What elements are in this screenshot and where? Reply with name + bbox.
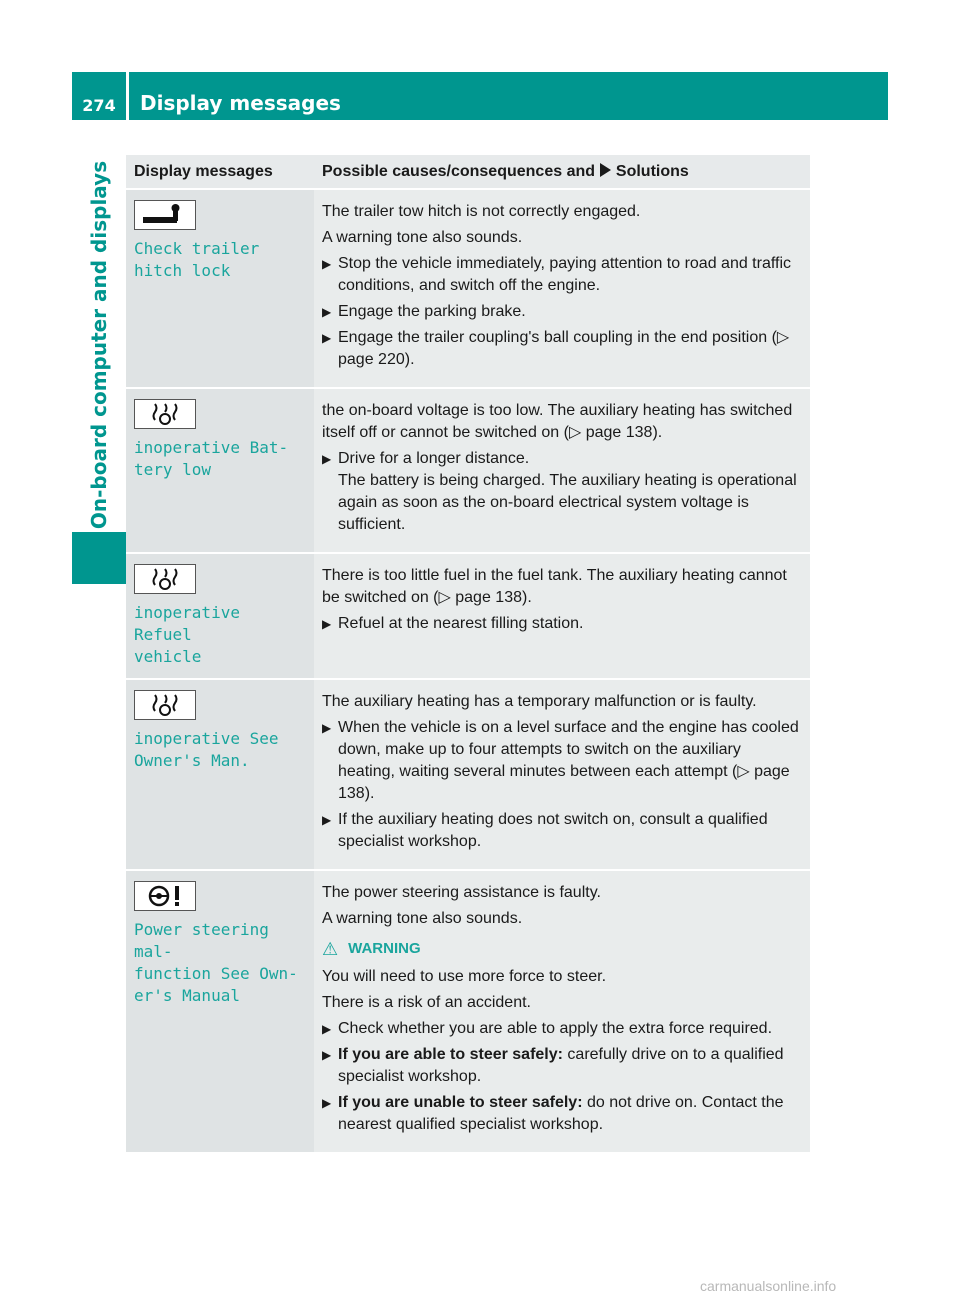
col-header-messages: Display messages [126, 155, 314, 189]
page-number: 274 [82, 96, 116, 115]
step-arrow-icon: ▶ [322, 331, 332, 345]
solution-step [322, 809, 802, 853]
step-text: Stop the vehicle immediately, paying attention to road and traffic conditions, and switch off the engine. [338, 255, 792, 294]
step-arrow-icon: ▶ [322, 721, 332, 735]
table-row [126, 870, 810, 1153]
cause-text: The auxiliary heating has a temporary malfunction or is faulty. [322, 693, 757, 710]
solution-step [322, 253, 802, 297]
message-text: inoperative Refuel vehicle [134, 603, 240, 666]
side-tab-marker [72, 532, 126, 584]
solution-step [322, 327, 802, 371]
table-row [126, 388, 810, 553]
message-text: inoperative Bat‐ tery low [134, 438, 289, 479]
play-arrow-icon [599, 163, 611, 177]
step-arrow-icon: ▶ [322, 1096, 332, 1110]
warning-label: WARNING [348, 940, 421, 957]
col-header-solutions-text: Possible causes/consequences and [322, 162, 600, 180]
message-cell [126, 870, 314, 1153]
message-cell [126, 553, 314, 679]
page-title: Display messages [140, 91, 341, 115]
warning-text: There is a risk of an accident. [322, 994, 531, 1011]
step-text: Check whether you are able to apply the extra force required. [338, 1020, 773, 1037]
header-divider [126, 72, 129, 120]
col-header-solutions-tail: Solutions [611, 162, 689, 180]
display-messages-table [126, 155, 810, 1154]
cause-text: There is too little fuel in the fuel tank. The auxiliary heating cannot be switched on (▷ page 138). [322, 567, 787, 606]
cause-text: A warning tone also sounds. [322, 910, 523, 927]
step-text: Engage the trailer coupling's ball coupling in the end position (▷ page 220). [338, 329, 790, 368]
message-cell [126, 189, 314, 388]
solution-cell [314, 189, 810, 388]
step-arrow-icon: ▶ [322, 1048, 332, 1062]
step-text: do not drive on. Contact the nearest qualified specialist workshop. [338, 1094, 784, 1133]
message-cell [126, 388, 314, 553]
cause-text: The trailer tow hitch is not correctly engaged. [322, 203, 641, 220]
footer-watermark: carmanualsonline.info [700, 1278, 837, 1294]
table-row [126, 189, 810, 388]
step-text: When the vehicle is on a level surface and the engine has cooled down, make up to four attempts to switch on the auxiliary heating, waiting several minutes between each attempt (▷ page 138). [338, 719, 799, 802]
col-header-solutions [314, 155, 810, 189]
message-text: Check trailer hitch lock [134, 239, 260, 280]
solution-step [322, 1044, 802, 1088]
warning-heading [322, 938, 802, 960]
step-text: If the auxiliary heating does not switch on, consult a qualified specialist workshop. [338, 811, 768, 850]
table-header-row [126, 155, 810, 189]
step-condition: If you are able to steer safely: [338, 1046, 563, 1063]
auxiliary-heating-icon [134, 564, 196, 594]
cause-text: A warning tone also sounds. [322, 229, 523, 246]
step-text: Engage the parking brake. [338, 303, 526, 320]
solution-step [322, 1018, 802, 1040]
solution-step [322, 717, 802, 805]
cause-text: The power steering assistance is faulty. [322, 884, 601, 901]
trailer-hitch-icon [134, 200, 196, 230]
auxiliary-heating-icon [134, 690, 196, 720]
step-condition: If you are unable to steer safely: [338, 1094, 583, 1111]
solution-step [322, 613, 802, 635]
solution-step [322, 448, 802, 536]
step-text: Drive for a longer distance. The battery is being charged. The auxiliary heating is operational again as soon as the on-board electrical system voltage is sufficient. [338, 450, 797, 533]
message-text: inoperative See Owner's Man. [134, 729, 279, 770]
solution-cell [314, 388, 810, 553]
solution-step [322, 301, 802, 323]
step-text: carefully drive on to a qualified specialist workshop. [338, 1046, 784, 1085]
message-text: Power steering mal‐ function See Own‐ er's Manual [134, 920, 298, 1005]
step-text: Refuel at the nearest filling station. [338, 615, 584, 632]
table-row [126, 553, 810, 679]
solution-cell [314, 553, 810, 679]
warning-triangle-icon: ⚠ [322, 939, 339, 959]
step-arrow-icon: ▶ [322, 617, 332, 631]
cause-text: the on-board voltage is too low. The auxiliary heating has switched itself off or cannot be switched on (▷ page 138). [322, 402, 793, 441]
table-row [126, 679, 810, 870]
step-arrow-icon: ▶ [322, 813, 332, 827]
step-arrow-icon: ▶ [322, 257, 332, 271]
message-cell [126, 679, 314, 870]
step-arrow-icon: ▶ [322, 305, 332, 319]
side-tab-label: On-board computer and displays [87, 160, 111, 530]
auxiliary-heating-icon [134, 399, 196, 429]
warning-text: You will need to use more force to steer. [322, 968, 607, 985]
step-arrow-icon: ▶ [322, 452, 332, 466]
solution-cell [314, 870, 810, 1153]
power-steering-warning-icon [134, 881, 196, 911]
solution-step [322, 1092, 802, 1136]
solution-cell [314, 679, 810, 870]
step-arrow-icon: ▶ [322, 1022, 332, 1036]
